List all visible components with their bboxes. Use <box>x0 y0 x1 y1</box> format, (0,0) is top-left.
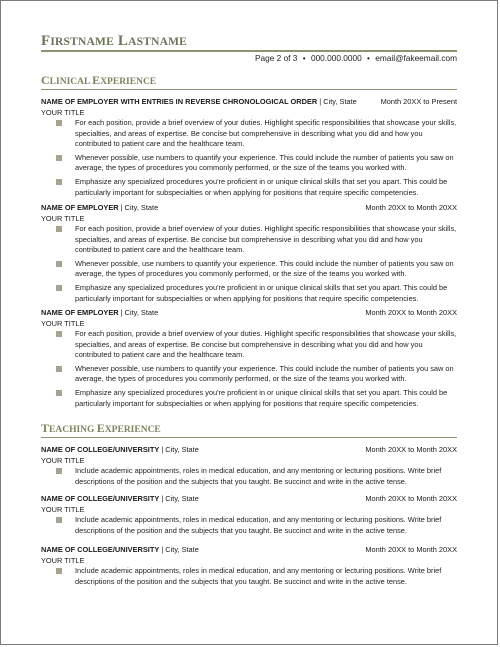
list-item: Whenever possible, use numbers to quantify your experience. This could include the number of patients you saw on average, the types of procedures you commonly performed, or the size of the teams you worked with. <box>41 364 457 385</box>
square-bullet-icon <box>56 155 62 161</box>
square-bullet-icon <box>56 390 62 396</box>
list-item: Whenever possible, use numbers to quantify your experience. This could include the number of patients you saw on average, the types of procedures you commonly performed, or the size of the teams you worked with. <box>41 153 457 174</box>
section-divider <box>41 437 457 438</box>
list-item: Include academic appointments, roles in medical education, and any mentoring or lecturing positions. Write brief descriptions of the position and the subjects that you taught. Be succinct and write in the active tense. <box>41 566 457 587</box>
duty-list <box>41 329 457 409</box>
section-title-clinical: CLINICAL EXPERIENCE <box>41 73 157 87</box>
separator-dot: • <box>302 53 306 63</box>
institution-name: NAME OF COLLEGE/UNIVERSITY <box>41 494 160 503</box>
list-item: Emphasize any specialized procedures you're proficient in or unique clinical skills that set you apart. This could be particularly important for subspecialties or when applying for positions that require specific competencies. <box>41 283 457 304</box>
square-bullet-icon <box>56 226 62 232</box>
square-bullet-icon <box>56 468 62 474</box>
square-bullet-icon <box>56 568 62 574</box>
employer-location: | City, State <box>118 308 159 317</box>
teaching-entry <box>41 494 457 539</box>
job-title: YOUR TITLE <box>41 214 85 223</box>
list-item: Whenever possible, use numbers to quantify your experience. This could include the number of patients you saw on average, the types of procedures you commonly performed, or the size of the teams you worked with. <box>41 259 457 280</box>
page-number: Page 2 of 3 <box>254 53 298 63</box>
employer-location: | City, State <box>118 203 159 212</box>
name-divider <box>41 50 457 52</box>
employment-dates: Month 20XX to Month 20XX <box>365 308 457 317</box>
section-divider <box>41 89 457 90</box>
duty-list <box>41 566 457 587</box>
square-bullet-icon <box>56 261 62 267</box>
institution-location: | City, State <box>159 545 199 554</box>
job-title: YOUR TITLE <box>41 456 85 465</box>
email-address: email@fakeemail.com <box>375 53 457 63</box>
list-item: For each position, provide a brief overview of your duties. Highlight specific responsibilities that showcase your skills, specialties, and areas of expertise. Be concise but comprehensive in describing what you did and how you contributed to patient care and the healthcare team. <box>41 329 457 361</box>
list-item: Include academic appointments, roles in medical education, and any mentoring or lecturing positions. Write brief descriptions of the position and the subjects that you taught. Be succinct and write in the active tense. <box>41 466 457 487</box>
square-bullet-icon <box>56 331 62 337</box>
teaching-entry <box>41 545 457 590</box>
institution-location: | City, State <box>159 445 199 454</box>
contact-line <box>255 53 457 63</box>
list-item: For each position, provide a brief overview of your duties. Highlight specific responsibilities that showcase your skills, specialties, and areas of expertise. Be concise but comprehensive in describing what you did and how you contributed to patient care and the healthcare team. <box>41 224 457 256</box>
employment-dates: Month 20XX to Present <box>380 97 457 106</box>
job-title: YOUR TITLE <box>41 319 85 328</box>
institution-name: NAME OF COLLEGE/UNIVERSITY <box>41 545 160 554</box>
employment-dates: Month 20XX to Month 20XX <box>365 494 457 503</box>
square-bullet-icon <box>56 517 62 523</box>
list-item: Emphasize any specialized procedures you're proficient in or unique clinical skills that set you apart. This could be particularly important for subspecialties or when applying for positions that require specific competencies. <box>41 388 457 409</box>
list-item: For each position, provide a brief overview of your duties. Highlight specific responsibilities that showcase your skills, specialties, and areas of expertise. Be concise but comprehensive in describing what you did and how you contributed to patient care and the healthcare team. <box>41 118 457 150</box>
experience-entry <box>41 308 457 412</box>
duty-list <box>41 224 457 304</box>
candidate-name: FIRSTNAME LASTNAME <box>41 33 188 49</box>
duty-list <box>41 466 457 487</box>
square-bullet-icon <box>56 285 62 291</box>
duty-list <box>41 118 457 198</box>
list-item: Emphasize any specialized procedures you're proficient in or unique clinical skills that set you apart. This could be particularly important for subspecialties or when applying for positions that require specific competencies. <box>41 177 457 198</box>
institution-name: NAME OF COLLEGE/UNIVERSITY <box>41 445 160 454</box>
institution-location: | City, State <box>159 494 199 503</box>
separator-dot: • <box>367 53 370 63</box>
experience-entry <box>41 203 457 307</box>
duty-list <box>41 515 457 536</box>
employment-dates: Month 20XX to Month 20XX <box>365 203 457 212</box>
job-title: YOUR TITLE <box>41 108 85 117</box>
list-item: Include academic appointments, roles in medical education, and any mentoring or lecturing positions. Write brief descriptions of the position and the subjects that you taught. Be succinct and write in the active tense. <box>41 515 457 536</box>
square-bullet-icon <box>56 366 62 372</box>
employment-dates: Month 20XX to Month 20XX <box>365 445 457 454</box>
employer-name: NAME OF EMPLOYER WITH ENTRIES IN REVERSE CHRONOLOGICAL ORDER <box>41 97 318 106</box>
employer-location: | City, State <box>317 97 357 106</box>
employment-dates: Month 20XX to Month 20XX <box>365 545 457 554</box>
square-bullet-icon <box>56 120 62 126</box>
experience-entry <box>41 97 457 201</box>
section-title-teaching: TEACHING EXPERIENCE <box>41 421 161 435</box>
phone-number: 000.000.0000 <box>310 53 362 63</box>
teaching-entry <box>41 445 457 490</box>
employer-name: NAME OF EMPLOYER <box>41 203 119 212</box>
square-bullet-icon <box>56 179 62 185</box>
job-title: YOUR TITLE <box>41 505 85 514</box>
job-title: YOUR TITLE <box>41 556 85 565</box>
employer-name: NAME OF EMPLOYER <box>41 308 119 317</box>
